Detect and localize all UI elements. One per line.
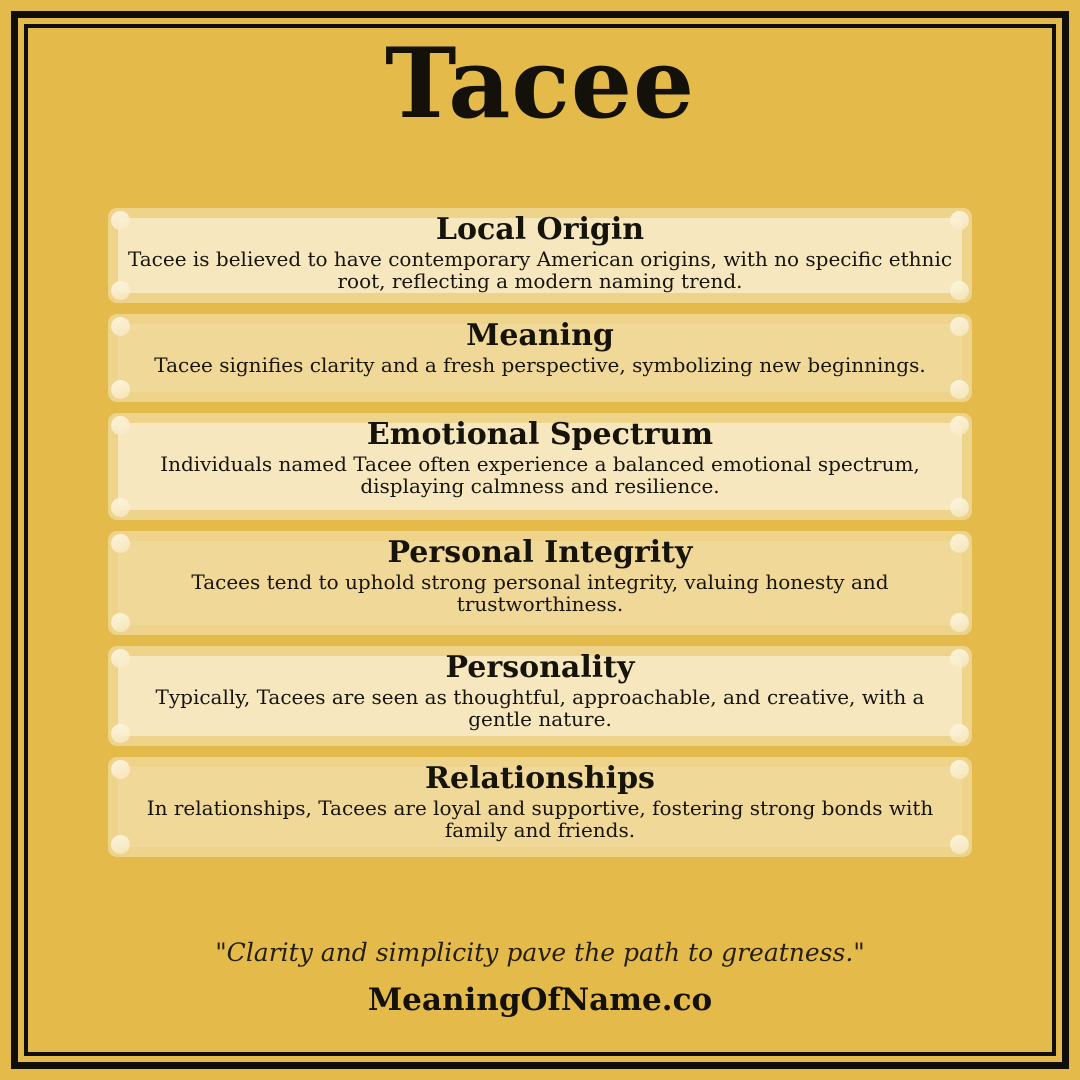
section-body: Individuals named Tacee often experience a balanced emotional spectrum, displaying calmness and resilience. <box>160 452 920 499</box>
corner-rivet-icon <box>950 380 969 399</box>
quote-text: "Clarity and simplicity pave the path to greatness." <box>215 938 865 967</box>
section-heading: Personality <box>445 650 635 685</box>
corner-rivet-icon <box>111 498 130 517</box>
section-heading: Meaning <box>466 318 614 353</box>
page-title: Tacee <box>384 27 696 140</box>
corner-rivet-icon <box>950 613 969 632</box>
section-card-local-origin <box>108 208 972 303</box>
section-heading: Relationships <box>425 761 655 796</box>
section-content <box>108 413 972 497</box>
section-content <box>108 531 972 615</box>
section-card-relationships <box>108 757 972 857</box>
section-content <box>108 314 972 376</box>
section-card-emotional-spectrum <box>108 413 972 520</box>
section-content <box>108 757 972 841</box>
site-name: MeaningOfName.co <box>367 982 713 1018</box>
section-body: Tacee signifies clarity and a fresh perspective, symbolizing new beginnings. <box>154 353 926 378</box>
section-content <box>108 646 972 730</box>
corner-rivet-icon <box>111 380 130 399</box>
section-heading: Personal Integrity <box>387 535 693 570</box>
section-card-personal-integrity <box>108 531 972 635</box>
section-body: Tacee is believed to have contemporary American origins, with no specific ethnic root, reflecting a modern naming trend. <box>127 247 953 294</box>
sections-list <box>108 208 972 857</box>
section-card-meaning <box>108 314 972 402</box>
section-card-personality <box>108 646 972 746</box>
section-heading: Local Origin <box>435 212 645 247</box>
corner-rivet-icon <box>950 498 969 517</box>
section-heading: Emotional Spectrum <box>366 417 714 452</box>
corner-rivet-icon <box>111 613 130 632</box>
section-body: Typically, Tacees are seen as thoughtful, approachable, and creative, with a gentle nature. <box>155 685 925 732</box>
section-body: In relationships, Tacees are loyal and supportive, fostering strong bonds with family and friends. <box>146 796 934 843</box>
section-body: Tacees tend to uphold strong personal integrity, valuing honesty and trustworthiness. <box>191 570 889 617</box>
section-content <box>108 208 972 292</box>
